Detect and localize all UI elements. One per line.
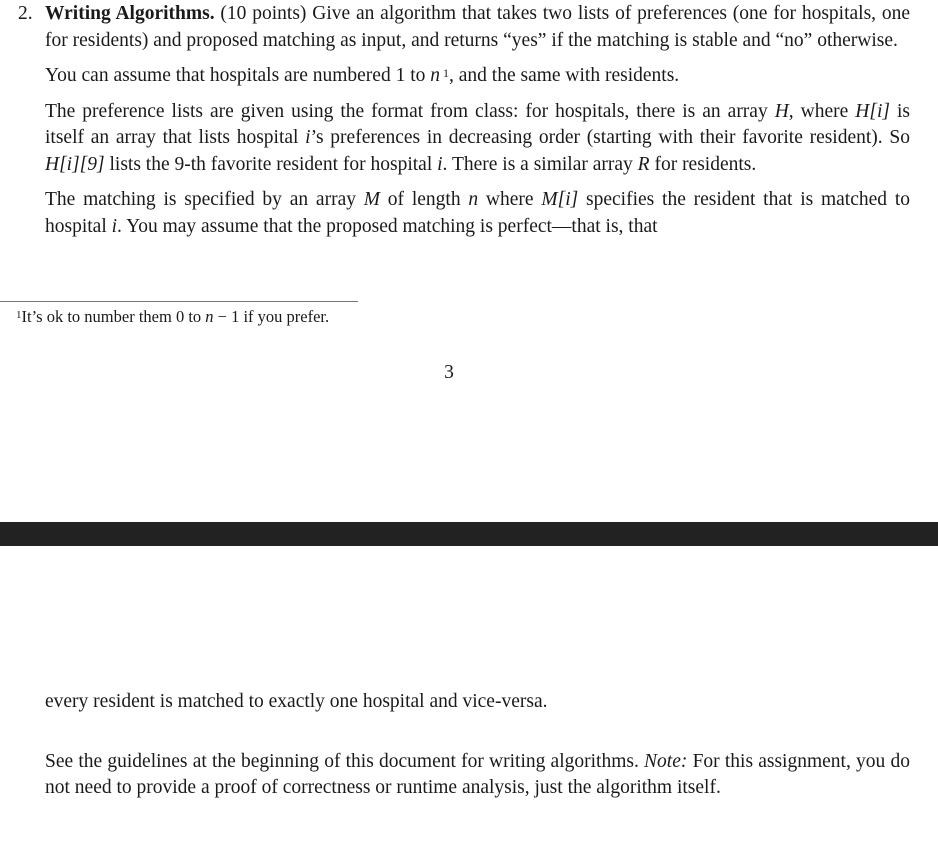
matching-paragraph — [45, 187, 910, 240]
problem-number: 2. — [18, 3, 33, 24]
page-separator — [0, 522, 938, 546]
text-run: See the guidelines at the beginning of this document for writing algorithms. — [45, 750, 645, 772]
math-M-i: M[i] — [541, 189, 579, 210]
text-run: ’s preferences in decreasing order (starting with their favorite resident). So — [310, 127, 910, 148]
text-run: for residents. — [649, 153, 757, 175]
text-run: lists the 9-th favorite resident for hospital — [104, 153, 438, 175]
math-M: M — [363, 189, 381, 210]
problem-2-continuation — [45, 689, 910, 802]
text-run: of length — [380, 189, 469, 210]
problem-intro-paragraph — [45, 1, 910, 54]
guidelines-paragraph — [45, 749, 910, 802]
text-run: The matching is specified by an array — [45, 189, 364, 210]
math-H: H — [774, 100, 789, 122]
footnote-text: It’s ok to number them 0 to — [21, 307, 206, 326]
math-i: i — [437, 153, 443, 175]
problem-title: Writing Algorithms. — [45, 3, 215, 24]
text-run: is itself an array that lists hospital — [45, 100, 910, 148]
note-label: Note: — [644, 750, 688, 772]
text-run: specifies the resident that is matched to hospital — [45, 189, 910, 237]
page-number: 3 — [444, 362, 454, 383]
problem-body — [45, 1, 910, 249]
text-run: , where — [788, 100, 856, 122]
math-n: n — [430, 65, 440, 86]
text-run: The preference lists are given using the format from class: for hospitals, there is an array — [45, 100, 775, 122]
footnote-divider — [0, 301, 358, 302]
preference-format-paragraph — [45, 99, 910, 179]
math-H-i: H[i] — [855, 100, 890, 122]
footnote-text: − 1 if you prefer. — [213, 307, 330, 326]
problem-2 — [18, 1, 910, 249]
math-i: i — [305, 127, 311, 148]
math-R: R — [637, 153, 650, 175]
text-run: , and the same with residents. — [449, 65, 680, 86]
text-run: . There is a similar array — [442, 153, 638, 175]
math-i: i — [111, 215, 118, 237]
text-run: where — [478, 189, 542, 210]
text-run: . You may assume that the proposed matching is perfect—that is, that — [117, 215, 658, 237]
math-H-i-9: H[i][9] — [45, 153, 105, 175]
footnote-1 — [16, 307, 329, 327]
problem-intro: Give an algorithm that takes two lists of preferences (one for hospitals, one for residents) and proposed matching as input, and returns “yes” if the matching is stable and “no” otherwise. — [45, 3, 910, 51]
problem-points: (10 points) — [220, 3, 307, 24]
text-run: For this assignment, you do not need to provide a proof of correctness or runtime analysis, just the algorithm itself. — [45, 750, 910, 798]
page-4 — [0, 546, 938, 850]
numbering-paragraph — [45, 63, 910, 90]
text-run: You can assume that hospitals are numbered 1 to — [45, 65, 431, 86]
footnote-reference[interactable]: 1 — [443, 66, 449, 80]
footnote-mark: 1 — [16, 309, 22, 321]
continuation-line: every resident is matched to exactly one hospital and vice-versa. — [45, 691, 548, 712]
math-n: n — [468, 189, 479, 210]
math-n: n — [205, 307, 214, 326]
problem-item — [18, 1, 910, 249]
